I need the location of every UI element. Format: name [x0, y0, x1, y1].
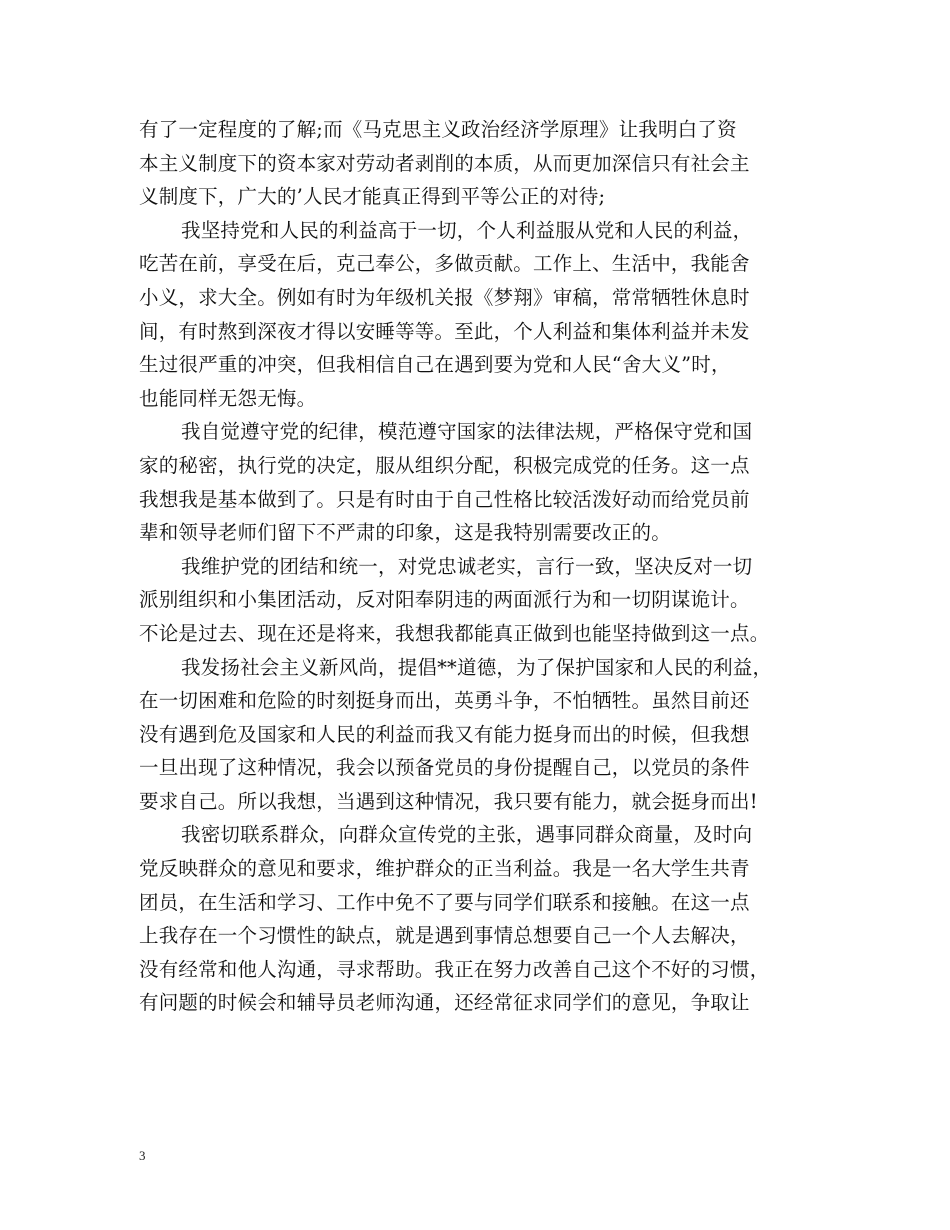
text-line: 义制度下，广大的’人民才能真正得到平等公正的对待; [139, 185, 606, 209]
text-line: 我想我是基本做到了。只是有时由于自己性格比较活泼好动而给党员前 [139, 487, 750, 511]
text-line: 也能同样无怨无悔。 [139, 386, 317, 410]
text-line: 小义，求大全。例如有时为年级机关报《梦翔》审稿，常常牺牲休息时 [139, 285, 750, 309]
text-line: 一旦出现了这种情况，我会以预备党员的身份提醒自己，以党员的条件 [139, 756, 750, 780]
page-number: 3 [139, 1148, 146, 1163]
text-line: 我自觉遵守党的纪律，模范遵守国家的法律法规，严格保守党和国 [181, 420, 753, 444]
text-line: 团员，在生活和学习、工作中免不了要与同学们联系和接触。在这一点 [139, 890, 750, 914]
paragraph-1 [139, 113, 829, 214]
paragraph-4 [139, 550, 829, 651]
text-line: 吃苦在前，享受在后，克己奉公，多做贡献。工作上、生活中，我能舍 [139, 252, 750, 276]
text-line: 我发扬社会主义新风尚，提倡**道德，为了保护国家和人民的利益， [181, 655, 773, 679]
text-line: 有了一定程度的了解;而《马克思主义政治经济学原理》让我明白了资 [139, 118, 737, 141]
text-line: 家的秘密，执行党的决定，服从组织分配，积极完成党的任务。这一点 [139, 453, 750, 477]
text-line: 我密切联系群众，向群众宣传党的主张，遇事同群众商量，及时向 [181, 823, 753, 847]
text-line: 有问题的时候会和辅导员老师沟通，还经常征求同学们的意见，争取让 [139, 991, 750, 1015]
body-text [139, 113, 829, 1020]
paragraph-5 [139, 651, 829, 819]
text-line: 派别组织和小集团活动，反对阳奉阴违的两面派行为和一切阴谋诡计。 [139, 588, 750, 612]
paragraph-3 [139, 415, 829, 549]
text-line: 本主义制度下的资本家对劳动者剥削的本质，从而更加深信只有社会主 [139, 151, 750, 175]
text-line: 间，有时熬到深夜才得以安睡等等。至此，个人利益和集体利益并未发 [139, 319, 750, 343]
text-line: 辈和领导老师们留下不严肃的印象，这是我特别需要改正的。 [139, 521, 671, 545]
text-line: 在一切困难和危险的时刻挺身而出，英勇斗争，不怕牺牲。虽然目前还 [139, 689, 750, 713]
paragraph-2 [139, 214, 829, 416]
text-line: 要求自己。所以我想，当遇到这种情况，我只要有能力，就会挺身而出! [139, 789, 758, 813]
text-line: 没有遇到危及国家和人民的利益而我又有能力挺身而出的时候，但我想 [139, 722, 750, 746]
text-line: 没有经常和他人沟通，寻求帮助。我正在努力改善自己这个不好的习惯， [139, 957, 770, 981]
text-line: 党反映群众的意见和要求，维护群众的正当利益。我是一名大学生共青 [139, 857, 750, 881]
text-line: 上我存在一个习惯性的缺点，就是遇到事情总想要自己一个人去解决， [139, 924, 750, 948]
paragraph-6 [139, 818, 829, 1020]
text-line: 不论是过去、现在还是将来，我想我都能真正做到也能坚持做到这一点。 [139, 621, 770, 645]
text-line: 生过很严重的冲突，但我相信自己在遇到要为党和人民“舍大义”时， [139, 353, 731, 377]
text-line: 我维护党的团结和统一，对党忠诚老实，言行一致，坚决反对一切 [181, 554, 753, 578]
text-line: 我坚持党和人民的利益高于一切，个人利益服从党和人民的利益， [181, 218, 753, 242]
